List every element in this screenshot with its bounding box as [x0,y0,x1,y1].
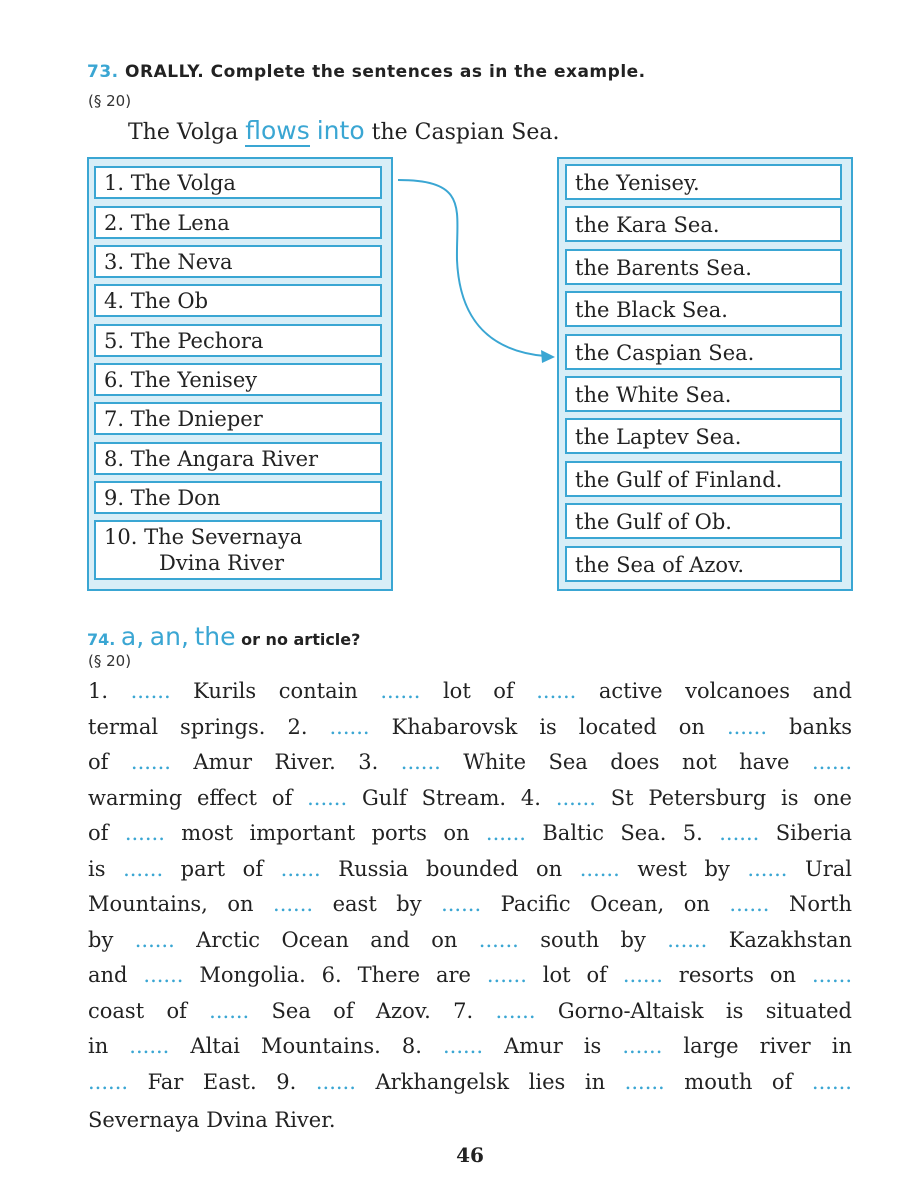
left-item: 6. The Yenisey [94,363,382,396]
left-item: 3. The Neva [94,245,382,278]
left-item: 4. The Ob [94,284,382,317]
left-item: 5. The Pechora [94,324,382,357]
right-item: the Gulf of Ob. [565,503,842,539]
text-line: is ...... part of ...... Russia bounded on ...... west by ...... Ural [88,857,853,881]
text-line: by ...... Arctic Ocean and on ...... south by ...... Kazakhstan [88,928,853,952]
text-line: in ...... Altai Mountains. 8. ...... Amur is ...... large river in [88,1034,852,1058]
text-line: of ...... Amur River. 3. ...... White Sea does not have ...... [88,750,853,774]
right-item: the White Sea. [565,376,842,412]
example-subject: The Volga [128,120,239,145]
left-item: 8. The Angara River [94,442,382,475]
left-item: 9. The Don [94,481,382,514]
left-item: 2. The Lena [94,206,382,239]
left-item-10-line1: 10. The Severnaya [104,525,303,549]
left-item: 7. The Dnieper [94,402,382,435]
exercise-73-number: 73. [87,62,119,82]
exercise-74-number: 74. [87,630,116,649]
right-item: the Kara Sea. [565,206,842,242]
right-item: the Black Sea. [565,291,842,327]
right-item: the Barents Sea. [565,249,842,285]
text-line: coast of ...... Sea of Azov. 7. ...... Gorno-Altaisk is situated [88,999,853,1023]
exercise-74-reference: (§ 20) [88,652,132,670]
exercise-74-last-line: Severnaya Dvina River. [88,1108,336,1132]
exercise-74-heading [87,622,360,651]
example-preposition: into [316,116,365,145]
text-line: ...... Far East. 9. ...... Arkhangelsk lies in ...... mouth of ...... [88,1070,852,1094]
text-line: warming effect of ...... Gulf Stream. 4. ...... St Petersburg is one [88,786,852,810]
exercise-73-instruction: ORALLY. Complete the sentences as in the example. [125,62,646,82]
left-item: 1. The Volga [94,166,382,199]
right-item: the Laptev Sea. [565,418,842,454]
article-a: a, [120,622,145,651]
text-line: Mountains, on ...... east by ...... Pacific Ocean, on ...... North [88,892,852,916]
example-object: the Caspian Sea. [371,120,560,145]
text-line: termal springs. 2. ...... Khabarovsk is located on ...... banks [88,715,852,739]
exercise-74-instruction: or no article? [241,630,361,649]
article-the: the [194,622,236,651]
text-line: and ...... Mongolia. 6. There are ...... lot of ...... resorts on ...... [88,963,852,987]
exercise-73-reference: (§ 20) [88,92,132,110]
left-item-10-line2: Dvina River [159,551,284,575]
right-item: the Caspian Sea. [565,334,842,370]
right-item: the Yenisey. [565,164,842,200]
article-an: an, [149,622,189,651]
page-number: 46 [456,1143,484,1167]
example-verb: flows [245,116,310,145]
text-line: of ...... most important ports on ...... Baltic Sea. 5. ...... Siberia [88,821,852,845]
text-line: 1. ...... Kurils contain ...... lot of ...... active volcanoes and [88,679,852,703]
right-item: the Gulf of Finland. [565,461,842,497]
right-item: the Sea of Azov. [565,546,842,582]
